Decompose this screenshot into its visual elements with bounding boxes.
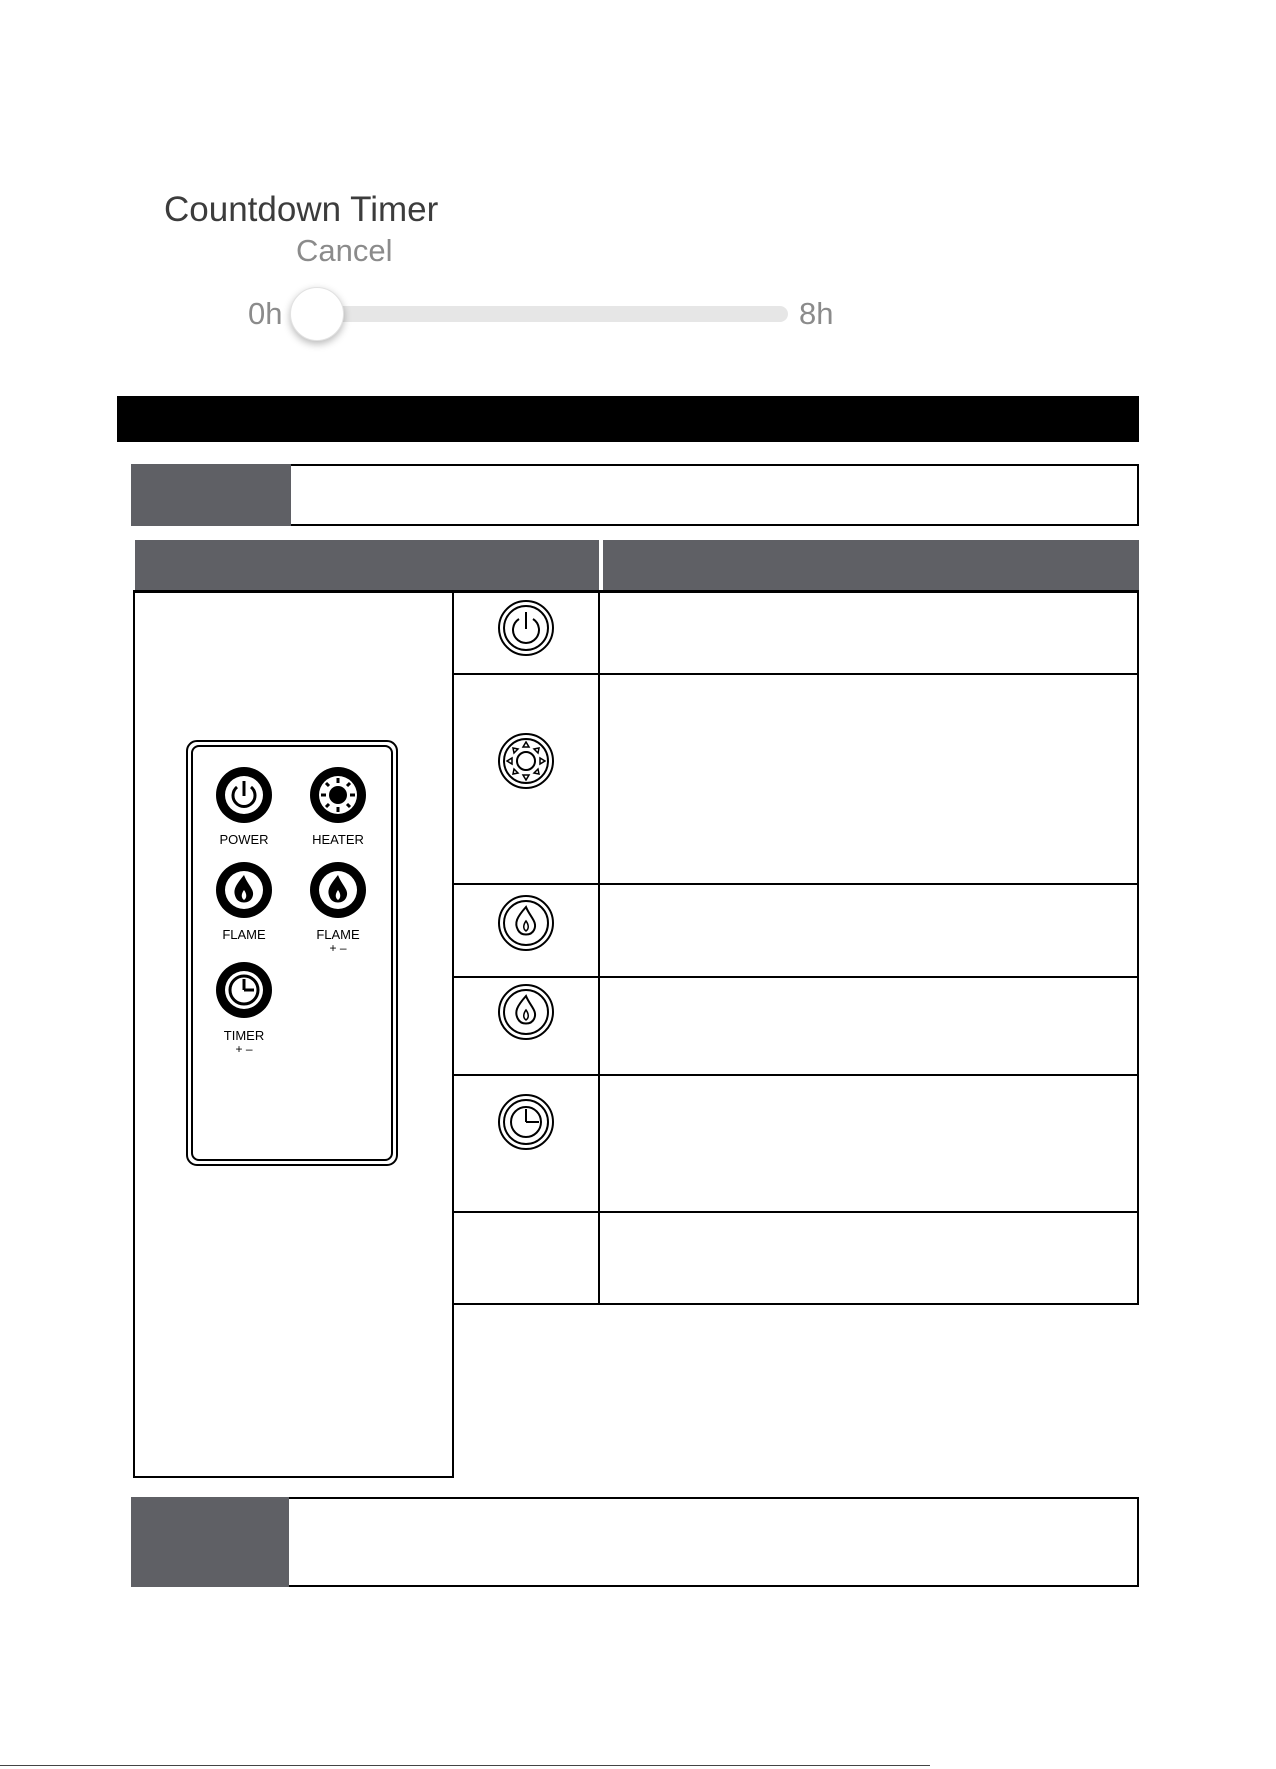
table-text-cell: [600, 885, 1139, 976]
table-icon-cell: [454, 978, 600, 1074]
slider-min-label: 0h: [248, 296, 283, 331]
timer-title: Countdown Timer: [164, 190, 439, 229]
remote-sub-timer: + –: [235, 1042, 253, 1056]
flame-icon: [496, 982, 556, 1042]
table-icon-cell: [454, 675, 600, 883]
remote-sub-flame: + –: [329, 941, 347, 955]
table-text-cell: [600, 978, 1139, 1074]
flame-icon[interactable]: [216, 862, 272, 918]
table-row: [454, 675, 1139, 885]
table-icon-cell: [454, 590, 600, 673]
table-icon-cell: [454, 885, 600, 976]
slider-thumb[interactable]: [290, 287, 344, 341]
power-icon[interactable]: [216, 767, 272, 823]
flame-icon[interactable]: [310, 862, 366, 918]
slider-max-label: 8h: [799, 296, 834, 331]
section-tab: [131, 1497, 289, 1587]
clock-icon: [496, 1092, 556, 1152]
section-box: [291, 464, 1139, 526]
table-text-cell: [600, 590, 1139, 673]
clock-icon[interactable]: [216, 962, 272, 1018]
table-row: [454, 1213, 1139, 1305]
remote-label-heater: HEATER: [312, 832, 364, 847]
timer-slider[interactable]: [296, 306, 788, 322]
table-row: [454, 978, 1139, 1076]
section-banner: [117, 396, 1139, 442]
table-text-cell: [600, 1076, 1139, 1211]
table-header-right: [603, 540, 1139, 590]
countdown-timer: [0, 0, 1276, 380]
section-box: [289, 1497, 1139, 1587]
remote-control: [186, 740, 398, 1166]
flame-icon: [496, 893, 556, 953]
sun-icon[interactable]: [310, 767, 366, 823]
remote-label-timer: TIMER: [223, 1028, 265, 1043]
table-icon-cell: [454, 1213, 600, 1303]
power-icon: [496, 598, 556, 658]
sun-icon: [496, 731, 556, 791]
table-text-cell: [600, 1213, 1139, 1303]
table-row: [454, 885, 1139, 978]
table-row: [454, 1076, 1139, 1213]
table-row: [454, 590, 1139, 675]
table-header-left: [135, 540, 599, 590]
cancel-button[interactable]: Cancel: [296, 233, 393, 268]
remote-label-flame-adjust: FLAME: [316, 927, 360, 942]
table-icon-cell: [454, 1076, 600, 1211]
footer-line: [0, 1765, 930, 1766]
remote-label-flame: FLAME: [222, 927, 266, 942]
table-text-cell: [600, 675, 1139, 883]
section-tab: [131, 464, 291, 526]
remote-label-power: POWER: [219, 832, 269, 847]
